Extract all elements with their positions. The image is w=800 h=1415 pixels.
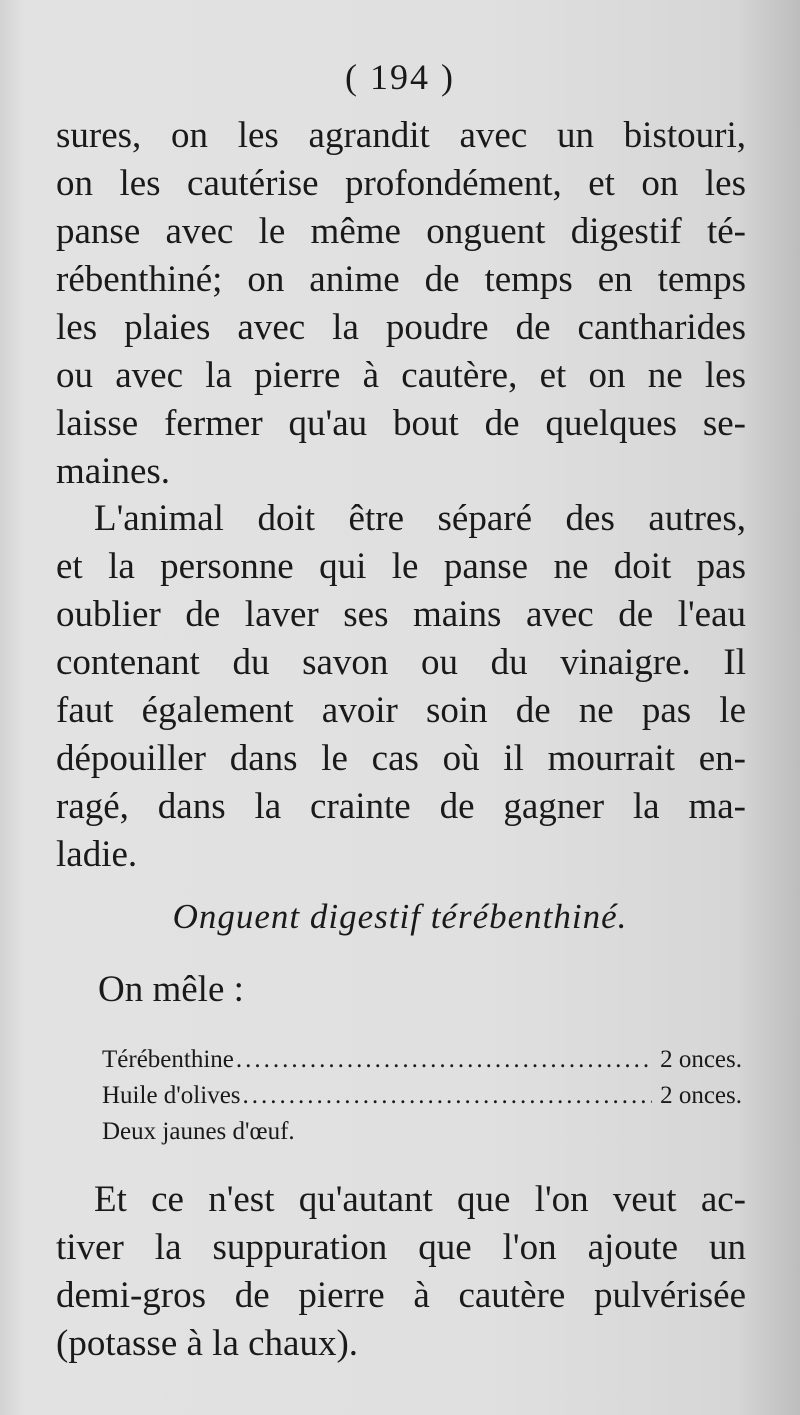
page-number: ( 194 ) (345, 57, 455, 97)
ingredient-name: Térébenthine (102, 1046, 234, 1073)
text-line: tiver la suppuration que l'on ajoute un (56, 1227, 746, 1268)
text-line: maines. (56, 451, 171, 492)
text-line: contenant du savon ou du vinaigre. Il (56, 642, 746, 683)
text-line: demi-gros de pierre à cautère pulvérisée (56, 1275, 746, 1316)
dot-leader (243, 1078, 653, 1114)
text-line: les plaies avec la poudre de cantharides (56, 307, 746, 348)
text-line: rébenthiné; on anime de temps en temps (56, 259, 746, 300)
section-heading: Onguent digestif térébenthiné. (172, 897, 628, 936)
text-line: dépouiller dans le cas où il mourrait en- (56, 738, 746, 779)
text-line: laisse fermer qu'au bout de quelques se- (56, 403, 746, 444)
text-line: ragé, dans la crainte de gagner la ma- (56, 786, 746, 827)
paragraph-3 (56, 1176, 746, 1368)
text-line: ladie. (56, 834, 138, 875)
text-line: oublier de laver ses mains avec de l'eau (56, 594, 746, 635)
paragraph-2 (56, 495, 746, 879)
text-line: L'animal doit être séparé des autres, (94, 498, 746, 539)
text-line: faut également avoir soin de ne pas le (56, 690, 746, 731)
ingredient-name: Deux jaunes d'œuf. (102, 1118, 295, 1145)
text-line: ou avec la pierre à cautère, et on ne les (56, 355, 746, 396)
ingredient-quantity: 2 onces. (660, 1082, 742, 1109)
dot-leader (236, 1042, 652, 1078)
ingredient-quantity: 2 onces. (660, 1046, 742, 1073)
recipe-list (102, 1042, 742, 1150)
ingredient-name: Huile d'olives (102, 1082, 241, 1109)
recipe-intro: On mêle : (98, 969, 244, 1010)
recipe-item (102, 1042, 742, 1078)
recipe-item (102, 1078, 742, 1114)
text-line: on les cautérise profondément, et on les (56, 163, 746, 204)
text-line: et la personne qui le panse ne doit pas (56, 546, 746, 587)
text-line: (potasse à la chaux). (56, 1323, 359, 1364)
text-line: panse avec le même onguent digestif té- (56, 211, 746, 252)
recipe-item (102, 1114, 742, 1150)
text-line: Et ce n'est qu'autant que l'on veut ac- (94, 1179, 746, 1220)
paragraph-1 (56, 112, 746, 496)
text-line: sures, on les agrandit avec un bistouri, (56, 115, 746, 156)
